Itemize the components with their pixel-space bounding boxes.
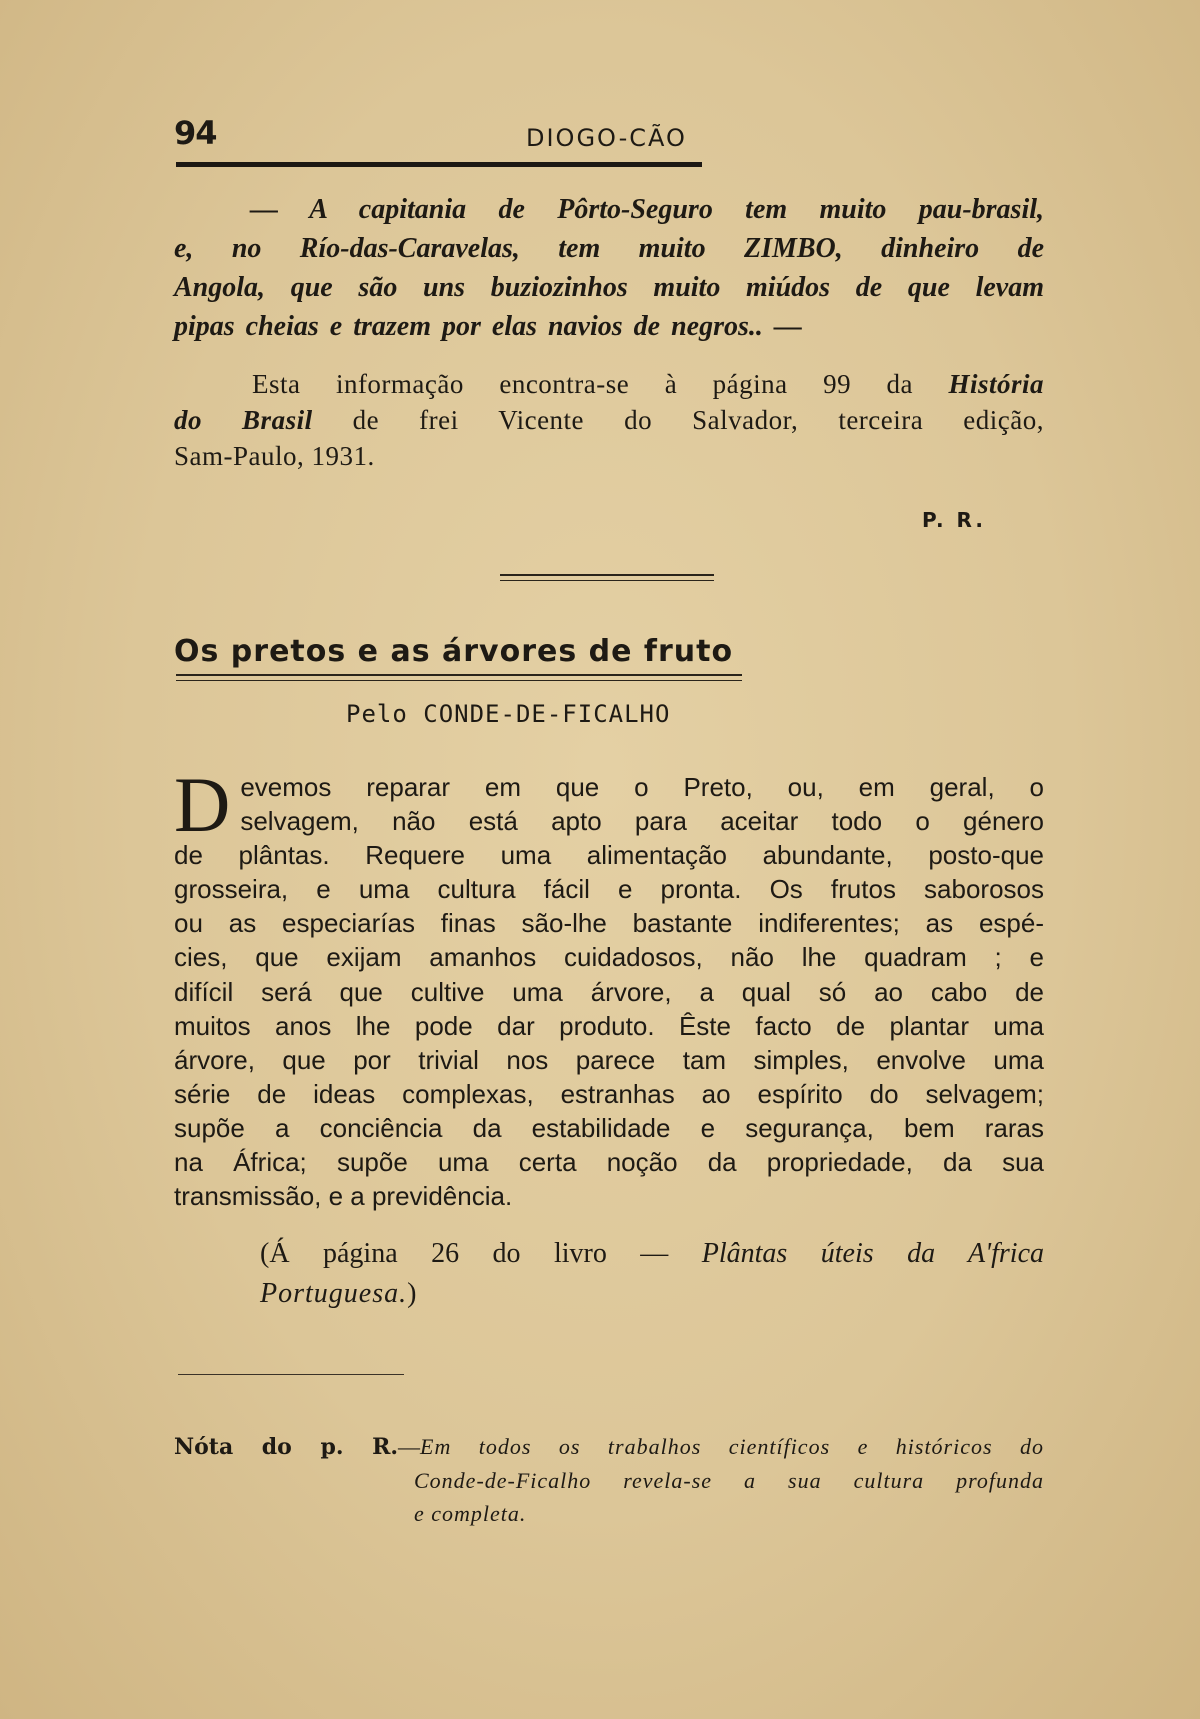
info-paragraph xyxy=(174,366,1044,474)
note-text: Em todos os trabalhos científicos e históricos do xyxy=(420,1434,1044,1459)
info-line xyxy=(174,402,1044,438)
book-title: do Brasil xyxy=(174,405,313,435)
citation-line xyxy=(260,1234,1044,1274)
quote-line: pipas cheias e trazem por elas navios de negros.. — xyxy=(174,311,802,342)
quote-line: — A capitania de Pôrto-Seguro tem muito pau-brasil, xyxy=(250,194,1044,225)
cited-book-title: Portuguesa. xyxy=(260,1278,408,1309)
footnote xyxy=(174,1430,1044,1530)
note-line xyxy=(174,1430,1044,1464)
info-line xyxy=(174,366,1044,402)
header-rule xyxy=(176,162,702,167)
article-line: muitos anos lhe pode dar produto. Êste facto de plantar uma xyxy=(174,1010,1044,1041)
title-underline xyxy=(176,674,742,676)
signature: P. R. xyxy=(922,508,986,532)
article-line: série de ideas complexas, estranhas ao espírito do selvagem; xyxy=(174,1078,1044,1109)
citation xyxy=(260,1234,1044,1314)
article-body xyxy=(174,761,1044,1213)
info-text: de frei Vicente do Salvador, terceira edição, xyxy=(352,405,1044,435)
article-line: grosseira, e uma cultura fácil e pronta. Os frutos saborosos xyxy=(174,874,1044,905)
book-title: História xyxy=(948,369,1044,399)
footnote-rule xyxy=(178,1374,404,1375)
article-line: selvagem, não está apto para aceitar todo o género xyxy=(240,806,1044,837)
section-divider xyxy=(500,580,714,581)
quote-block xyxy=(174,190,1044,346)
title-underline xyxy=(176,680,742,681)
note-line: e completa. xyxy=(414,1501,527,1526)
running-title: DIOGO-CÃO xyxy=(526,124,687,152)
citation-line xyxy=(260,1274,1044,1314)
article-line: na África; supõe uma certa noção da propriedade, da sua xyxy=(174,1147,1044,1178)
quote-line: Angola, que são uns buziozinhos muito miúdos de que levam xyxy=(174,272,1044,303)
article-line: ou as especiarías finas são-lhe bastante indiferentes; as espé- xyxy=(174,908,1044,939)
article-line: cies, que exijam amanhos cuidadosos, não lhe quadram ; e xyxy=(174,942,1044,973)
article-line: evemos reparar em que o Preto, ou, em geral, o xyxy=(240,772,1044,802)
byline: Pelo CONDE-DE-FICALHO xyxy=(346,700,671,728)
info-line: Sam-Paulo, 1931. xyxy=(174,441,375,471)
note-dash: — xyxy=(398,1434,421,1459)
note-line: Conde-de-Ficalho revela-se a sua cultura profunda xyxy=(414,1468,1044,1493)
info-text: Esta informação encontra-se à página 99 da xyxy=(252,369,914,399)
quote-line: e, no Río-das-Caravelas, tem muito ZIMBO, dinheiro de xyxy=(174,233,1044,264)
drop-cap: D xyxy=(174,761,231,848)
article-line: árvore, que por trivial nos parece tam simples, envolve uma xyxy=(174,1044,1044,1075)
article-line: transmissão, e a previdência. xyxy=(174,1181,513,1212)
article-line: difícil será que cultive uma árvore, a qual só ao cabo de xyxy=(174,976,1044,1007)
page-number: 94 xyxy=(174,114,217,152)
citation-text: ) xyxy=(407,1278,418,1309)
section-divider xyxy=(500,574,714,576)
note-label: Nóta do p. R. xyxy=(174,1434,399,1460)
article-title: Os pretos e as árvores de fruto xyxy=(174,634,734,669)
citation-text: (Á página 26 do livro — xyxy=(260,1238,669,1269)
cited-book-title: Plântas úteis da A'frica xyxy=(701,1238,1044,1269)
article-line: supõe a conciência da estabilidade e segurança, bem raras xyxy=(174,1112,1044,1143)
article-line: de plântas. Requere uma alimentação abundante, posto-que xyxy=(174,840,1044,871)
